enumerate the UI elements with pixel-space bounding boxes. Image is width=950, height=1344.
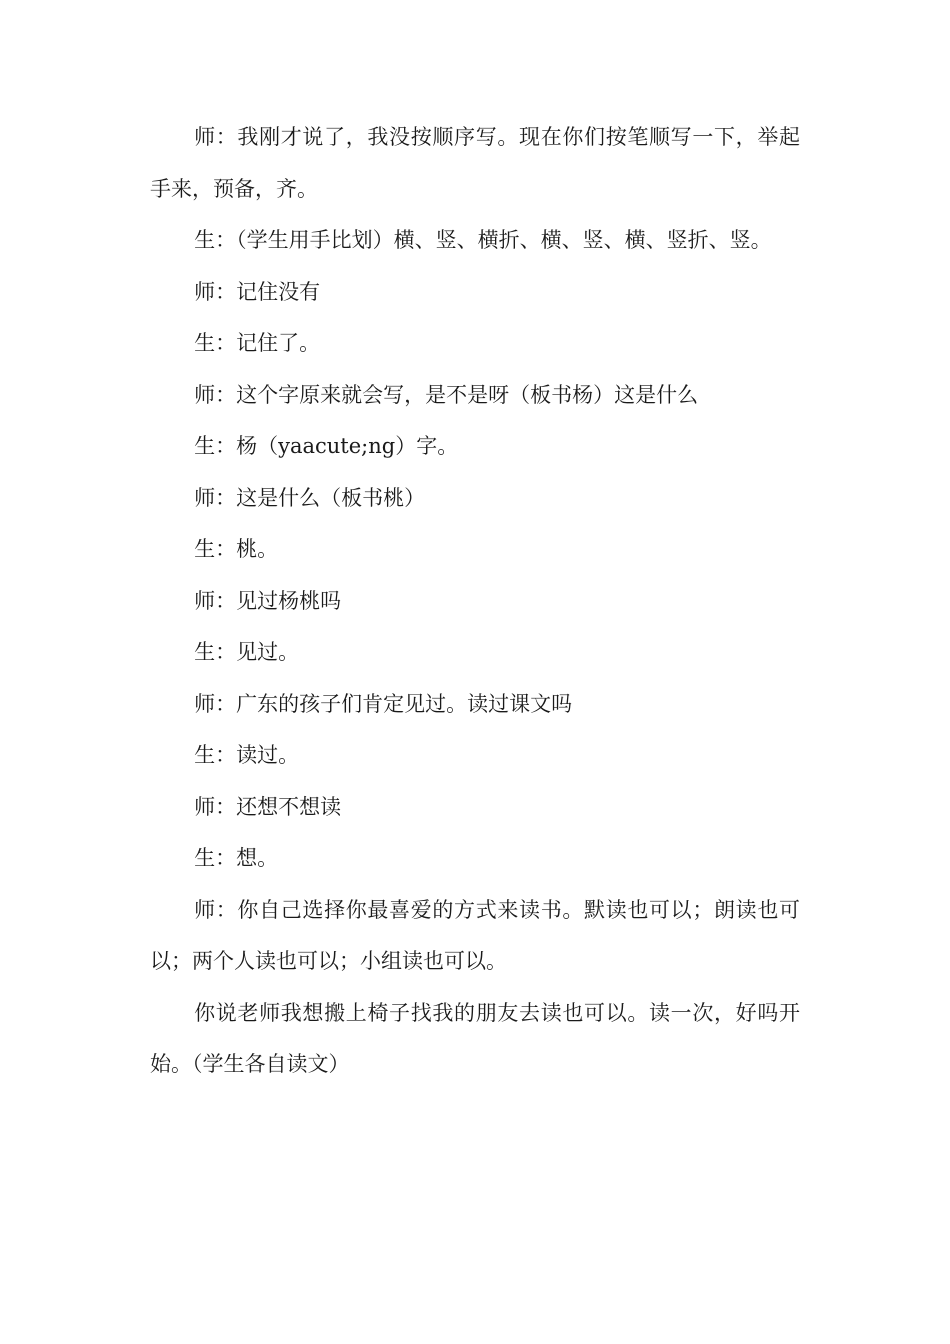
document-body: [150, 112, 800, 1091]
paragraph: 生：读过。: [194, 743, 300, 767]
paragraph: 师：见过杨桃吗: [194, 588, 342, 613]
paragraph: 师：广东的孩子们肯定见过。读过课文吗: [194, 691, 573, 716]
paragraph: 生：记住了。: [194, 331, 321, 355]
paragraph: 师：记住没有: [194, 279, 321, 304]
paragraph: 生：见过。: [194, 640, 300, 664]
paragraph: 生：杨（yaacute;ng）字。: [194, 434, 459, 458]
paragraph: 你说老师我想搬上椅子找我的朋友去读也可以。读一次，好吗开始。（学生各自读文）: [150, 1000, 800, 1076]
paragraph: 生：想。: [194, 846, 279, 870]
paragraph: 师：还想不想读: [194, 794, 342, 819]
paragraph: 师：你自己选择你最喜爱的方式来读书。默读也可以；朗读也可以；两个人读也可以；小组读也可以。: [150, 897, 800, 973]
paragraph: 师：这个字原来就会写，是不是呀（板书杨）这是什么: [194, 382, 699, 407]
paragraph: 师：这是什么（板书桃）: [194, 485, 426, 510]
paragraph: 师：我刚才说了，我没按顺序写。现在你们按笔顺写一下，举起手来，预备，齐。: [150, 125, 800, 201]
paragraph: 生：桃。: [194, 537, 279, 561]
paragraph: 生：（学生用手比划）横、竖、横折、横、竖、横、竖折、竖。: [194, 228, 772, 252]
